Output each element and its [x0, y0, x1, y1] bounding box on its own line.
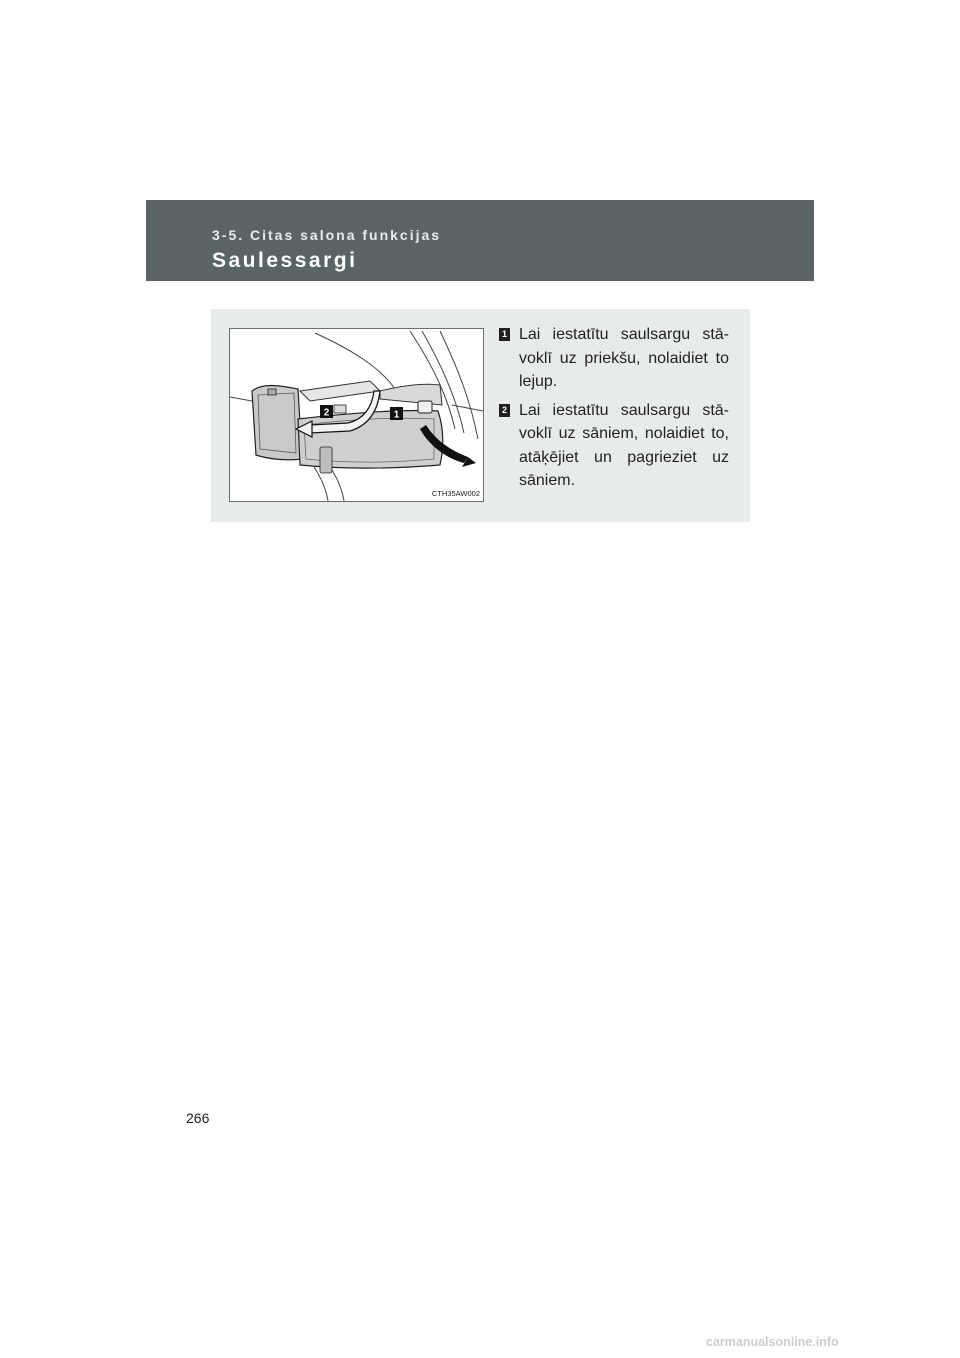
step-number-badge: 2 [499, 404, 510, 417]
illustration-code: CTH35AW002 [431, 489, 480, 498]
callout-1: 1 [393, 409, 400, 421]
sun-visor-illustration [229, 328, 484, 502]
step-text: Lai iestatītu saulsargu stā-voklī uz sāniem, nolaidiet to, atāķējiet un pagrieziet uz sāniem. [519, 401, 729, 489]
instruction-step [499, 399, 729, 493]
content-panel [211, 309, 750, 522]
page-title: Saulessargi [212, 249, 358, 272]
instruction-list [499, 323, 729, 498]
header-band [146, 200, 814, 281]
callout-2: 2 [323, 407, 330, 419]
watermark-link[interactable]: carmanualsonline.info [706, 1335, 839, 1349]
section-label: 3-5. Citas salona funkcijas [212, 227, 442, 243]
step-text: Lai iestatītu saulsargu stā-voklī uz priekšu, nolaidiet to lejup. [519, 326, 729, 390]
page-number: 266 [186, 1110, 210, 1126]
instruction-step [499, 323, 729, 394]
sun-visor-drawing [230, 329, 483, 501]
step-number-badge: 1 [499, 328, 510, 341]
